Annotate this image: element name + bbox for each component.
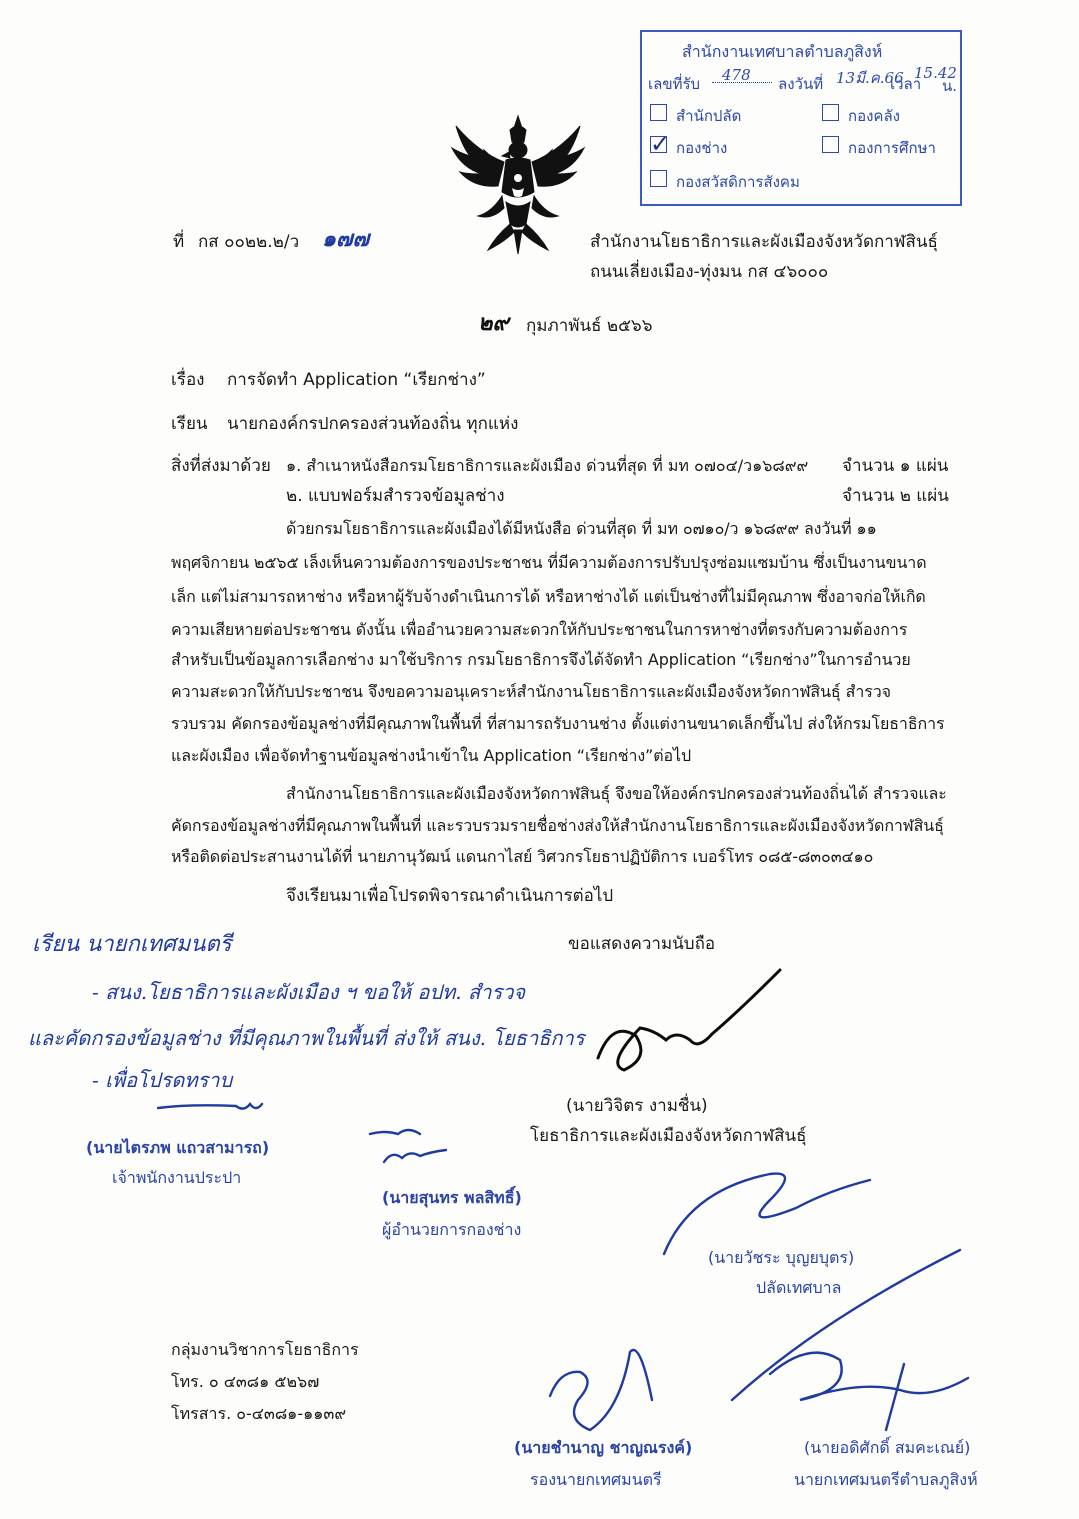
ref-number-handwritten: ๑๗๗ <box>322 226 370 252</box>
date-month-year: กุมภาพันธ์ ๒๕๖๖ <box>526 316 653 336</box>
body-p2-line: คัดกรองข้อมูลช่างที่มีคุณภาพในพื้นที่ และรวบรวมรายชื่อช่างส่งให้สำนักงานโยธาธิการและผังเมืองจังหวัดกาฬสินธุ์ <box>171 816 944 835</box>
stamp-date-value: 13มี.ค.66 <box>836 69 904 87</box>
regards: ขอแสดงความนับถือ <box>568 934 716 954</box>
enclosure-item-1-qty: จำนวน ๑ แผ่น <box>842 456 949 476</box>
handnote-line2: - สนง.โยธาธิการและผังเมือง ฯ ขอให้ อปท. สำรวจ <box>92 980 526 1004</box>
stamp-opt-engineering: กองช่าง <box>676 139 728 157</box>
body-p1-line: เล็ก แต่ไม่สามารถหาช่าง หรือหาผู้รับจ้างดำเนินการได้ หรือหาช่างได้ แต่เป็นช่างที่ไม่มีคุณภาพ ซึ่งอาจก่อให้เกิด <box>171 587 926 606</box>
footer-fax: โทรสาร. ๐-๔๓๘๑-๑๑๓๙ <box>171 1404 347 1423</box>
office-address-line1: สำนักงานโยธาธิการและผังเมืองจังหวัดกาฬสินธุ์ <box>590 232 938 252</box>
staff2-title: ผู้อำนวยการกองช่าง <box>382 1220 522 1239</box>
subject-text: การจัดทำ Application “เรียกช่าง” <box>227 370 486 390</box>
ref-number: กส ๐๐๒๒.๒/ว <box>198 232 300 252</box>
stamp-opt-office: สำนักปลัด <box>676 107 742 125</box>
handnote-line3: และคัดกรองข้อมูลช่าง ที่มีคุณภาพในพื้นที่ ส่งให้ สนง. โยธาธิการ <box>28 1026 585 1050</box>
enclosure-item-1: ๑. สำเนาหนังสือกรมโยธาธิการและผังเมือง ด่วนที่สุด ที่ มท ๐๗๐๔/ว๑๖๘๙๙ <box>286 456 809 475</box>
stamp-opt-education: กองการศึกษา <box>848 139 936 157</box>
handnote-line4: - เพื่อโปรดทราบ <box>92 1068 233 1092</box>
salutation-text: นายกองค์กรปกครองส่วนท้องถิ่น ทุกแห่ง <box>227 414 519 434</box>
stamp-time-value: 15.42 <box>914 64 957 82</box>
signature-staff1 <box>158 1104 262 1109</box>
handnote-line1: เรียน นายกเทศมนตรี <box>32 932 232 957</box>
enclosure-item-2: ๒. แบบฟอร์มสำรวจข้อมูลช่าง <box>286 486 505 506</box>
staff1-name: (นายไตรภพ แถวสามารถ) <box>86 1138 270 1157</box>
stamp-date-label: ลงวันที่ <box>778 75 824 93</box>
stamp-time-unit: น. <box>942 77 958 95</box>
enclosure-item-2-qty: จำนวน ๒ แผ่น <box>842 486 949 506</box>
signature-mark <box>370 1130 420 1134</box>
checkmark-icon: ✓ <box>650 130 671 158</box>
signature-staff4 <box>550 1350 652 1430</box>
staff4-name: (นายชำนาญ ชาญณรงค์) <box>514 1438 693 1457</box>
staff1-title: เจ้าพนักงานประปา <box>112 1168 242 1187</box>
closing-line: จึงเรียนมาเพื่อโปรดพิจารณาดำเนินการต่อไป <box>286 886 614 906</box>
staff2-name: (นายสุนทร พลสิทธิ์) <box>382 1188 522 1207</box>
body-p1-line: ความเสียหายต่อประชาชน ดังนั้น เพื่ออำนวยความสะดวกให้กับประชาชนในการหาช่างที่ตรงกับความต้องการ <box>171 620 908 639</box>
stamp-org: สำนักงานเทศบาลตำบลภูสิงห์ <box>682 42 883 61</box>
staff3-title: ปลัดเทศบาล <box>756 1278 842 1297</box>
date-day-handwritten: ๒๙ <box>478 310 509 336</box>
body-p1-line: สำหรับเป็นข้อมูลการเลือกช่าง มาใช้บริการ กรมโยธาธิการจึงได้จัดทำ Application “เรียกช่าง”ในการอำนวย <box>171 650 911 669</box>
signature-director <box>598 970 780 1070</box>
body-p1-line: และผังเมือง เพื่อจัดทำฐานข้อมูลช่างนำเข้าใน Application “เรียกช่าง”ต่อไป <box>171 746 692 765</box>
body-p2-line: สำนักงานโยธาธิการและผังเมืองจังหวัดกาฬสินธุ์ จึงขอให้องค์กรปกครองส่วนท้องถิ่นได้ สำรวจและ <box>286 784 947 803</box>
body-p2-line: หรือติดต่อประสานงานได้ที่ นายภานุวัฒน์ แดนกาไสย์ วิศวกรโยธาปฏิบัติการ เบอร์โทร ๐๘๕-๘๓๐๓๔๑๐ <box>171 847 874 866</box>
body-p1-line: พฤศจิกายน ๒๕๖๕ เล็งเห็นความต้องการของประชาชน ที่มีความต้องการปรับปรุงซ่อมแซมบ้าน ซึ่งเป็นงานขนาด <box>171 553 927 572</box>
ref-label: ที่ <box>173 232 185 252</box>
enclosure-label: สิ่งที่ส่งมาด้วย <box>171 456 271 476</box>
signature-staff3 <box>664 1174 870 1254</box>
stamp-receive-no: 478 <box>722 66 751 84</box>
stamp-opt-finance: กองคลัง <box>848 107 900 125</box>
salutation-label: เรียน <box>171 414 208 434</box>
body-p1-line: ความสะดวกให้กับประชาชน จึงขอความอนุเคราะห์สำนักงานโยธาธิการและผังเมืองจังหวัดกาฬสินธุ์ สำรวจ <box>171 682 891 701</box>
footer-tel: โทร. ๐ ๔๓๘๑ ๕๒๖๗ <box>171 1372 320 1391</box>
staff3-name: (นายวัชระ บุญยบุตร) <box>708 1248 855 1267</box>
body-p1-line: ด้วยกรมโยธาธิการและผังเมืองได้มีหนังสือ ด่วนที่สุด ที่ มท ๐๗๑๐/ว ๑๖๘๙๙ ลงวันที่ ๑๑ <box>286 519 877 538</box>
staff5-title: นายกเทศมนตรีตำบลภูสิงห์ <box>794 1470 978 1489</box>
body-p1-line: รวบรวม คัดกรองข้อมูลช่างที่มีคุณภาพในพื้นที่ ที่สามารถรับงานช่าง ตั้งแต่งานขนาดเล็กขึ้นไป ส่งให้กรมโยธาธิการ <box>171 714 945 733</box>
stamp-time-label: เวลา <box>890 75 922 93</box>
office-address-line2: ถนนเลี่ยงเมือง-ทุ่งมน กส ๔๖๐๐๐ <box>590 262 829 282</box>
stamp-receive-label: เลขที่รับ <box>648 75 701 93</box>
footer-dept: กลุ่มงานวิชาการโยธาธิการ <box>171 1340 359 1359</box>
subject-label: เรื่อง <box>171 370 205 390</box>
staff4-title: รองนายกเทศมนตรี <box>530 1470 662 1489</box>
signature-staff2 <box>384 1150 446 1162</box>
stamp-opt-welfare: กองสวัสดิการสังคม <box>676 173 800 191</box>
signer-title: โยธาธิการและผังเมืองจังหวัดกาฬสินธุ์ <box>530 1126 807 1146</box>
staff5-name: (นายอดิศักดิ์ สมคะเณย์) <box>804 1438 971 1457</box>
signer-name: (นายวิจิตร งามชื่น) <box>566 1096 708 1116</box>
